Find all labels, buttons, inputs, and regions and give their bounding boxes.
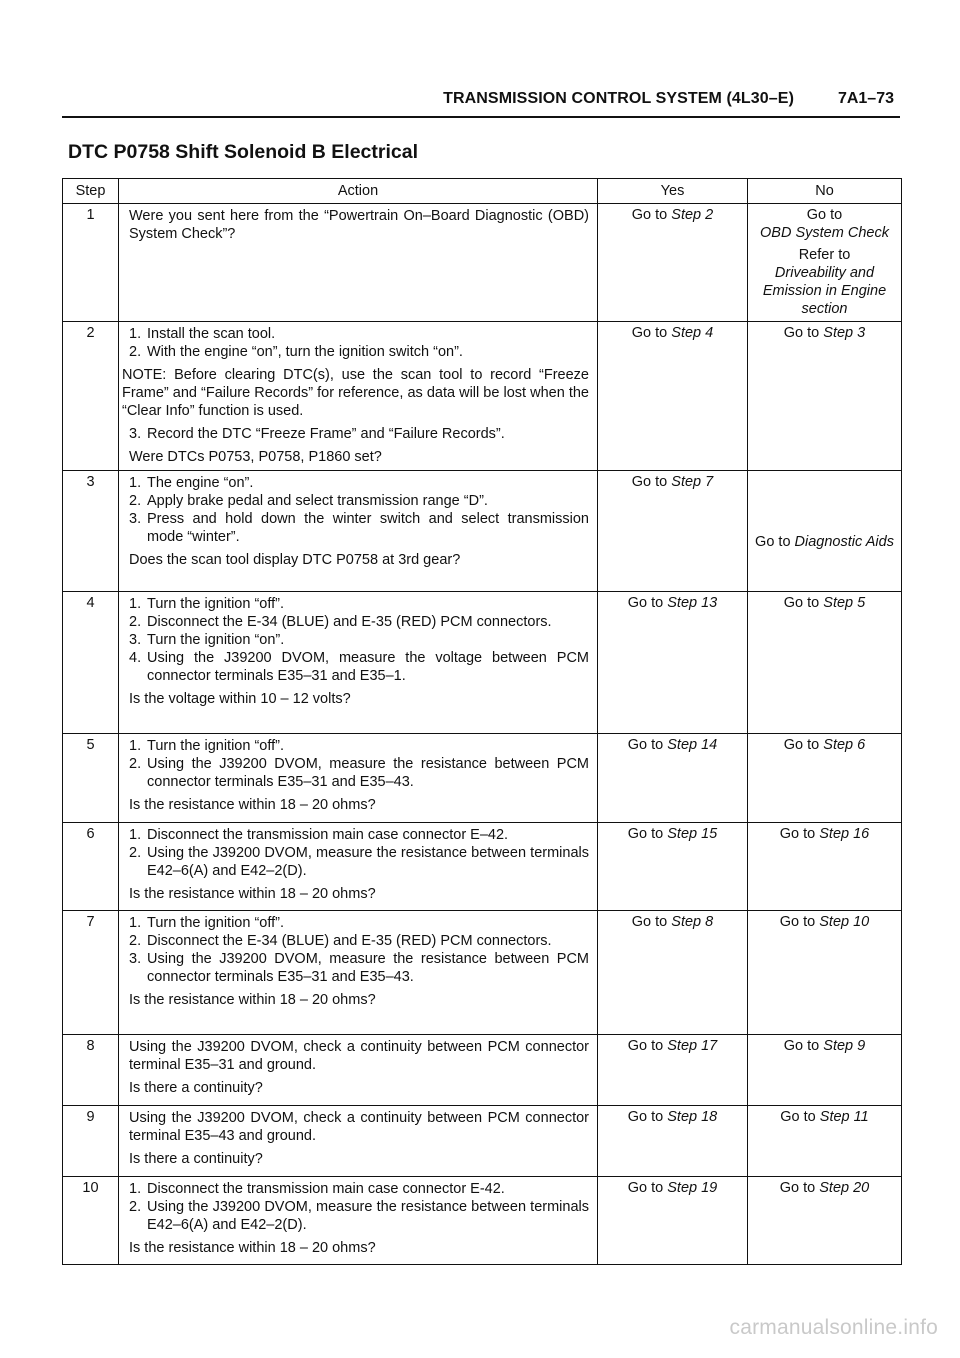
- item-number: 3.: [129, 426, 142, 442]
- action-item: [127, 826, 589, 844]
- go-to-label: Go to: [631, 914, 668, 930]
- item-text: Install the scan tool.: [147, 326, 276, 342]
- no-cell: [748, 592, 902, 734]
- section-title: TRANSMISSION CONTROL SYSTEM (4L30–E): [443, 90, 794, 107]
- go-to-label: Go to: [780, 1109, 816, 1125]
- item-number: 1.: [129, 827, 142, 843]
- step-reference: Step 18: [667, 1109, 718, 1125]
- question-text: Is the resistance within 18 – 20 ohms?: [129, 1240, 376, 1256]
- table-row: [63, 204, 902, 322]
- no-go-to: [752, 1108, 897, 1126]
- step-number: 2: [63, 322, 119, 471]
- action-item: [127, 1180, 589, 1198]
- yes-go-to: [602, 594, 743, 612]
- action-list: [127, 737, 589, 791]
- action-item: [127, 914, 589, 932]
- go-to-label: Go to: [779, 1180, 816, 1196]
- table-row: [63, 823, 902, 911]
- go-to-label: Go to: [627, 737, 664, 753]
- action-cell: [119, 734, 598, 823]
- header-no: No: [748, 179, 902, 204]
- yes-go-to: [602, 206, 743, 224]
- item-text: Turn the ignition “off”.: [147, 596, 285, 612]
- action-item: [127, 844, 589, 880]
- step-reference: Step 19: [667, 1180, 718, 1196]
- action-cell: [119, 823, 598, 911]
- watermark: carmanualsonline.info: [729, 1316, 938, 1339]
- go-to-label: Go to: [631, 207, 668, 223]
- action-item: [127, 737, 589, 755]
- yes-cell: [598, 204, 748, 322]
- yes-go-to: [602, 1108, 743, 1126]
- action-cell: [119, 592, 598, 734]
- step-number: 1: [63, 204, 119, 322]
- action-list: [127, 914, 589, 986]
- table-row: [63, 322, 902, 471]
- yes-go-to: [602, 1037, 743, 1055]
- item-number: 3.: [129, 632, 142, 648]
- yes-cell: [598, 471, 748, 592]
- step-reference: Step 14: [667, 737, 718, 753]
- yes-cell: [598, 322, 748, 471]
- item-number: 1.: [129, 738, 142, 754]
- step-reference: Step 16: [819, 826, 870, 842]
- step-reference: Step 20: [819, 1180, 870, 1196]
- action-cell: [119, 911, 598, 1035]
- action-cell: [119, 1106, 598, 1177]
- action-list: [127, 595, 589, 685]
- item-number: 2.: [129, 1199, 142, 1215]
- step-number: 3: [63, 471, 119, 592]
- step-reference: Step 10: [819, 914, 870, 930]
- item-number: 4.: [129, 650, 142, 666]
- item-text: Using the J39200 DVOM, measure the voltage between PCM connector terminals E35–31 and E35–1.: [147, 650, 589, 684]
- go-to-label: Go to: [627, 1109, 664, 1125]
- action-cell: [119, 204, 598, 322]
- go-to-label: Go to: [779, 826, 816, 842]
- question-text: Were DTCs P0753, P0758, P1860 set?: [129, 449, 382, 465]
- no-cell: [748, 734, 902, 823]
- action-cell: [119, 322, 598, 471]
- action-cell: [119, 1035, 598, 1106]
- step-reference: Diagnostic Aids: [794, 534, 894, 550]
- action-item: [127, 325, 589, 343]
- item-number: 3.: [129, 951, 142, 967]
- no-go-to: [752, 206, 897, 242]
- step-reference: Step 2: [671, 207, 714, 223]
- question-text: Is the voltage within 10 – 12 volts?: [129, 691, 351, 707]
- action-cell: [119, 1177, 598, 1265]
- action-item: [127, 595, 589, 613]
- yes-go-to: [602, 825, 743, 843]
- action-list: [127, 474, 589, 546]
- item-text: Disconnect the transmission main case connector E-42.: [147, 1181, 505, 1197]
- no-go-to: [752, 736, 897, 754]
- step-reference: Step 9: [823, 1038, 866, 1054]
- action-item: [127, 613, 589, 631]
- yes-cell: [598, 911, 748, 1035]
- yes-go-to: [602, 736, 743, 754]
- no-refer-to: [752, 246, 897, 318]
- item-number: 1.: [129, 475, 142, 491]
- no-go-to: [752, 913, 897, 931]
- action-list: [127, 325, 589, 361]
- go-to-label: Go to: [627, 826, 664, 842]
- diagnostic-table: [62, 178, 902, 1265]
- no-cell: [748, 204, 902, 322]
- action-list: [127, 1180, 589, 1234]
- item-number: 1.: [129, 326, 142, 342]
- step-number: 8: [63, 1035, 119, 1106]
- step-number: 10: [63, 1177, 119, 1265]
- action-item: [127, 950, 589, 986]
- page-number: 7A1–73: [837, 90, 894, 107]
- header-yes: Yes: [598, 179, 748, 204]
- go-to-label: Go to: [627, 1180, 664, 1196]
- action-cell: [119, 471, 598, 592]
- step-reference: Step 17: [667, 1038, 718, 1054]
- item-number: 1.: [129, 596, 142, 612]
- no-cell: [748, 1035, 902, 1106]
- table-row: [63, 592, 902, 734]
- item-text: With the engine “on”, turn the ignition switch “on”.: [147, 344, 463, 360]
- step-reference: Step 11: [819, 1109, 869, 1125]
- page-header: [62, 88, 900, 118]
- table-body: [63, 204, 902, 1265]
- yes-go-to: [602, 324, 743, 342]
- action-item: [127, 755, 589, 791]
- go-to-label: Go to: [806, 207, 843, 223]
- go-to-label: Go to: [627, 595, 664, 611]
- action-text: Using the J39200 DVOM, check a continuity between PCM connector terminal E35–31 and ground.: [129, 1039, 589, 1073]
- refer-to-label: Refer to: [798, 247, 851, 263]
- action-item: [127, 932, 589, 950]
- step-reference: Step 8: [671, 914, 714, 930]
- yes-go-to: [602, 1179, 743, 1197]
- no-go-to: [752, 1179, 897, 1197]
- no-cell: [748, 1177, 902, 1265]
- item-number: 2.: [129, 933, 142, 949]
- no-go-to: [752, 825, 897, 843]
- header-step: Step: [63, 179, 119, 204]
- item-number: 3.: [129, 511, 142, 527]
- item-text: Using the J39200 DVOM, measure the resistance between terminals E42–6(A) and E42–2(D).: [147, 1199, 589, 1233]
- item-text: Turn the ignition “on”.: [147, 632, 285, 648]
- action-list: [127, 826, 589, 880]
- go-to-label: Go to: [631, 474, 668, 490]
- item-number: 2.: [129, 756, 142, 772]
- item-number: 1.: [129, 915, 142, 931]
- step-reference: Step 5: [823, 595, 866, 611]
- table-row: [63, 1106, 902, 1177]
- yes-cell: [598, 734, 748, 823]
- step-number: 4: [63, 592, 119, 734]
- item-number: 2.: [129, 614, 142, 630]
- item-number: 2.: [129, 493, 142, 509]
- step-number: 9: [63, 1106, 119, 1177]
- step-reference: Step 3: [823, 325, 866, 341]
- table-header-row: [63, 179, 902, 204]
- yes-cell: [598, 1035, 748, 1106]
- action-item: [127, 474, 589, 492]
- item-text: Turn the ignition “off”.: [147, 738, 285, 754]
- yes-cell: [598, 1106, 748, 1177]
- yes-cell: [598, 1177, 748, 1265]
- item-text: Disconnect the E-34 (BLUE) and E-35 (RED) PCM connectors.: [147, 614, 552, 630]
- step-number: 6: [63, 823, 119, 911]
- go-to-label: Go to: [783, 595, 820, 611]
- action-item: [127, 510, 589, 546]
- step-number: 7: [63, 911, 119, 1035]
- go-to-label: Go to: [783, 737, 820, 753]
- no-go-to: [752, 324, 897, 342]
- step-reference: Step 13: [667, 595, 718, 611]
- no-cell: [748, 1106, 902, 1177]
- item-text: Apply brake pedal and select transmission range “D”.: [147, 493, 488, 509]
- question-text: Is there a continuity?: [129, 1080, 263, 1096]
- step-number: 5: [63, 734, 119, 823]
- item-text: Press and hold down the winter switch and select transmission mode “winter”.: [147, 511, 589, 545]
- action-list: [127, 425, 589, 443]
- step-reference: Step 4: [671, 325, 714, 341]
- go-to-label: Go to: [779, 914, 816, 930]
- step-reference: OBD System Check: [760, 225, 889, 241]
- item-text: Using the J39200 DVOM, measure the resistance between terminals E42–6(A) and E42–2(D).: [147, 845, 589, 879]
- yes-cell: [598, 823, 748, 911]
- action-text: Were you sent here from the “Powertrain On–Board Diagnostic (OBD) System Check”?: [129, 208, 589, 242]
- question-text: Is there a continuity?: [129, 1151, 263, 1167]
- action-item: [127, 631, 589, 649]
- item-number: 2.: [129, 845, 142, 861]
- action-text: Using the J39200 DVOM, check a continuity between PCM connector terminal E35–43 and ground.: [129, 1110, 589, 1144]
- step-reference: Step 6: [823, 737, 866, 753]
- item-number: 1.: [129, 1181, 142, 1197]
- yes-go-to: [602, 473, 743, 491]
- go-to-label: Go to: [631, 325, 668, 341]
- action-item: [127, 492, 589, 510]
- yes-go-to: [602, 913, 743, 931]
- no-cell: [748, 471, 902, 592]
- question-text: Is the resistance within 18 – 20 ohms?: [129, 992, 376, 1008]
- question-text: Is the resistance within 18 – 20 ohms?: [129, 886, 376, 902]
- no-go-to: [752, 533, 897, 551]
- no-cell: [748, 823, 902, 911]
- yes-cell: [598, 592, 748, 734]
- table-row: [63, 1177, 902, 1265]
- step-reference: Step 7: [671, 474, 714, 490]
- question-text: Is the resistance within 18 – 20 ohms?: [129, 797, 376, 813]
- action-item: [127, 343, 589, 361]
- table-row: [63, 471, 902, 592]
- action-item: [127, 649, 589, 685]
- table-row: [63, 911, 902, 1035]
- item-text: Turn the ignition “off”.: [147, 915, 285, 931]
- action-item: [127, 1198, 589, 1234]
- no-cell: [748, 911, 902, 1035]
- action-item: [127, 425, 589, 443]
- item-text: The engine “on”.: [147, 475, 254, 491]
- item-text: Disconnect the E-34 (BLUE) and E-35 (RED) PCM connectors.: [147, 933, 552, 949]
- header-action: Action: [119, 179, 598, 204]
- table-row: [63, 1035, 902, 1106]
- item-number: 2.: [129, 344, 142, 360]
- item-text: Disconnect the transmission main case connector E–42.: [147, 827, 509, 843]
- item-text: Record the DTC “Freeze Frame” and “Failure Records”.: [147, 426, 505, 442]
- go-to-label: Go to: [783, 1038, 820, 1054]
- no-cell: [748, 322, 902, 471]
- note-text: NOTE: Before clearing DTC(s), use the scan tool to record “Freeze Frame” and “Failure Records” for reference, as data will be lost when the “Clear Info” function is used.: [122, 367, 589, 419]
- table-row: [63, 734, 902, 823]
- no-go-to: [752, 1037, 897, 1055]
- question-text: Does the scan tool display DTC P0758 at 3rd gear?: [129, 552, 461, 568]
- go-to-label: Go to: [783, 325, 820, 341]
- item-text: Using the J39200 DVOM, measure the resistance between PCM connector terminals E35–31 and E35–43.: [147, 951, 589, 985]
- no-go-to: [752, 594, 897, 612]
- go-to-label: Go to: [755, 534, 791, 550]
- go-to-label: Go to: [627, 1038, 664, 1054]
- document-title: DTC P0758 Shift Solenoid B Electrical: [68, 141, 419, 163]
- step-reference: Step 15: [667, 826, 718, 842]
- item-text: Using the J39200 DVOM, measure the resistance between PCM connector terminals E35–31 and E35–43.: [147, 756, 589, 790]
- section-reference: Driveability and Emission in Engine section: [762, 265, 887, 317]
